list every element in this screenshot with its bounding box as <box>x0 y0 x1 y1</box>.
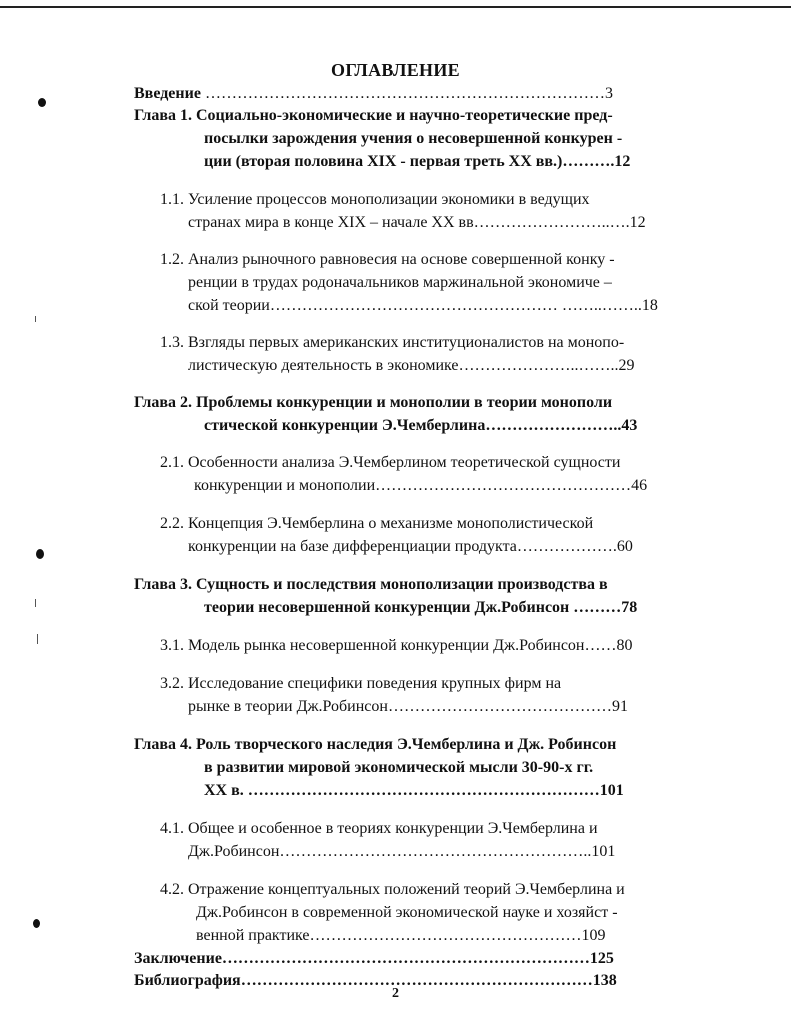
toc-section-1-1-line-1: 1.1. Усиление процессов монополизации экономики в ведущих <box>160 191 590 208</box>
page-title: ОГЛАВЛЕНИЕ <box>331 60 460 80</box>
punch-mark-top <box>38 98 46 107</box>
toc-section-2-1-line-1: 2.1. Особенности анализа Э.Чемберлином теоретической сущности <box>160 454 621 471</box>
toc-entry-conclusion: Заключение……………………………………………………………125 <box>134 950 614 967</box>
toc-entry-introduction-label: Введение <box>134 85 201 102</box>
toc-chapter-4-line-1: Глава 4. Роль творческого наследия Э.Чемберлина и Дж. Робинсон <box>134 736 617 753</box>
scan-speck <box>37 634 38 644</box>
toc-section-4-1-line-1: 4.1. Общее и особенное в теориях конкуренции Э.Чемберлина и <box>160 820 598 837</box>
toc-chapter-1-line-2: посылки зарождения учения о несовершенной конкурен - <box>204 130 623 147</box>
toc-section-1-2-line-3: ской теории……………………………………………… ……..……..18 <box>188 297 658 314</box>
toc-chapter-2-line-2: стической конкуренции Э.Чемберлина……………………..43 <box>204 417 638 434</box>
toc-section-1-2-line-2: ренции в трудах родоначальников маржинальной экономиче – <box>188 274 612 291</box>
toc-chapter-4-line-3: XX в. …………………………………………………………101 <box>204 782 624 799</box>
toc-section-2-2-line-1: 2.2. Концепция Э.Чемберлина о механизме монополистической <box>160 515 594 532</box>
toc-section-3-2-line-2: рынке в теории Дж.Робинсон……………………………………91 <box>188 698 628 715</box>
toc-section-3-2-line-1: 3.2. Исследование специфики поведения крупных фирм на <box>160 675 562 692</box>
toc-section-3-1-line-1: 3.1. Модель рынка несовершенной конкуренции Дж.Робинсон……80 <box>160 637 633 654</box>
toc-chapter-2-line-1: Глава 2. Проблемы конкуренции и монополии в теории монополи <box>134 394 613 411</box>
punch-mark-middle <box>36 549 44 559</box>
toc-entry-introduction-page: 3 <box>604 85 613 102</box>
toc-section-4-1-line-2: Дж.Робинсон…………………………………………………..101 <box>188 843 616 860</box>
toc-chapter-1-line-3: ции (вторая половина XIX - первая треть XX вв.)……….12 <box>204 153 631 170</box>
toc-section-2-1-line-2: конкуренции и монополии…………………………………………46 <box>194 477 648 494</box>
scan-speck <box>35 599 36 607</box>
toc-entry-bibliography: Библиография…………………………………………………………138 <box>134 972 617 989</box>
toc-section-1-3-line-1: 1.3. Взгляды первых американских институционалистов на монопо- <box>160 334 625 351</box>
toc-chapter-3-line-2: теории несовершенной конкуренции Дж.Робинсон ………78 <box>204 599 638 616</box>
toc-section-4-2-line-3: венной практике……………………………………………109 <box>196 927 606 944</box>
toc-section-4-2-line-1: 4.2. Отражение концептуальных положений теорий Э.Чемберлина и <box>160 881 625 898</box>
toc-section-1-1-line-2: странах мира в конце XIX – начале XX вв……………………..….12 <box>188 214 646 231</box>
toc-entry-introduction-dots: ………………………………………………………………… <box>204 85 605 102</box>
punch-mark-bottom <box>33 919 40 928</box>
toc-chapter-3-line-1: Глава 3. Сущность и последствия монополизации производства в <box>134 576 608 593</box>
scan-speck <box>35 316 36 322</box>
toc-section-1-2-line-1: 1.2. Анализ рыночного равновесия на основе совершенной конку - <box>160 251 615 268</box>
toc-section-4-2-line-2: Дж.Робинсон в современной экономической науке и хозяйст - <box>196 904 618 921</box>
toc-chapter-4-line-2: в развитии мировой экономической мысли 30-90-х гг. <box>204 759 594 776</box>
toc-chapter-1-line-1: Глава 1. Социально-экономические и научно-теоретические пред- <box>134 107 613 124</box>
page-number: 2 <box>392 986 399 1001</box>
toc-section-1-3-line-2: листическую деятельность в экономике…………………..……..29 <box>188 357 635 374</box>
toc-entry-introduction <box>134 84 684 104</box>
toc-section-2-2-line-2: конкуренции на базе дифференциации продукта……………….60 <box>188 538 633 555</box>
